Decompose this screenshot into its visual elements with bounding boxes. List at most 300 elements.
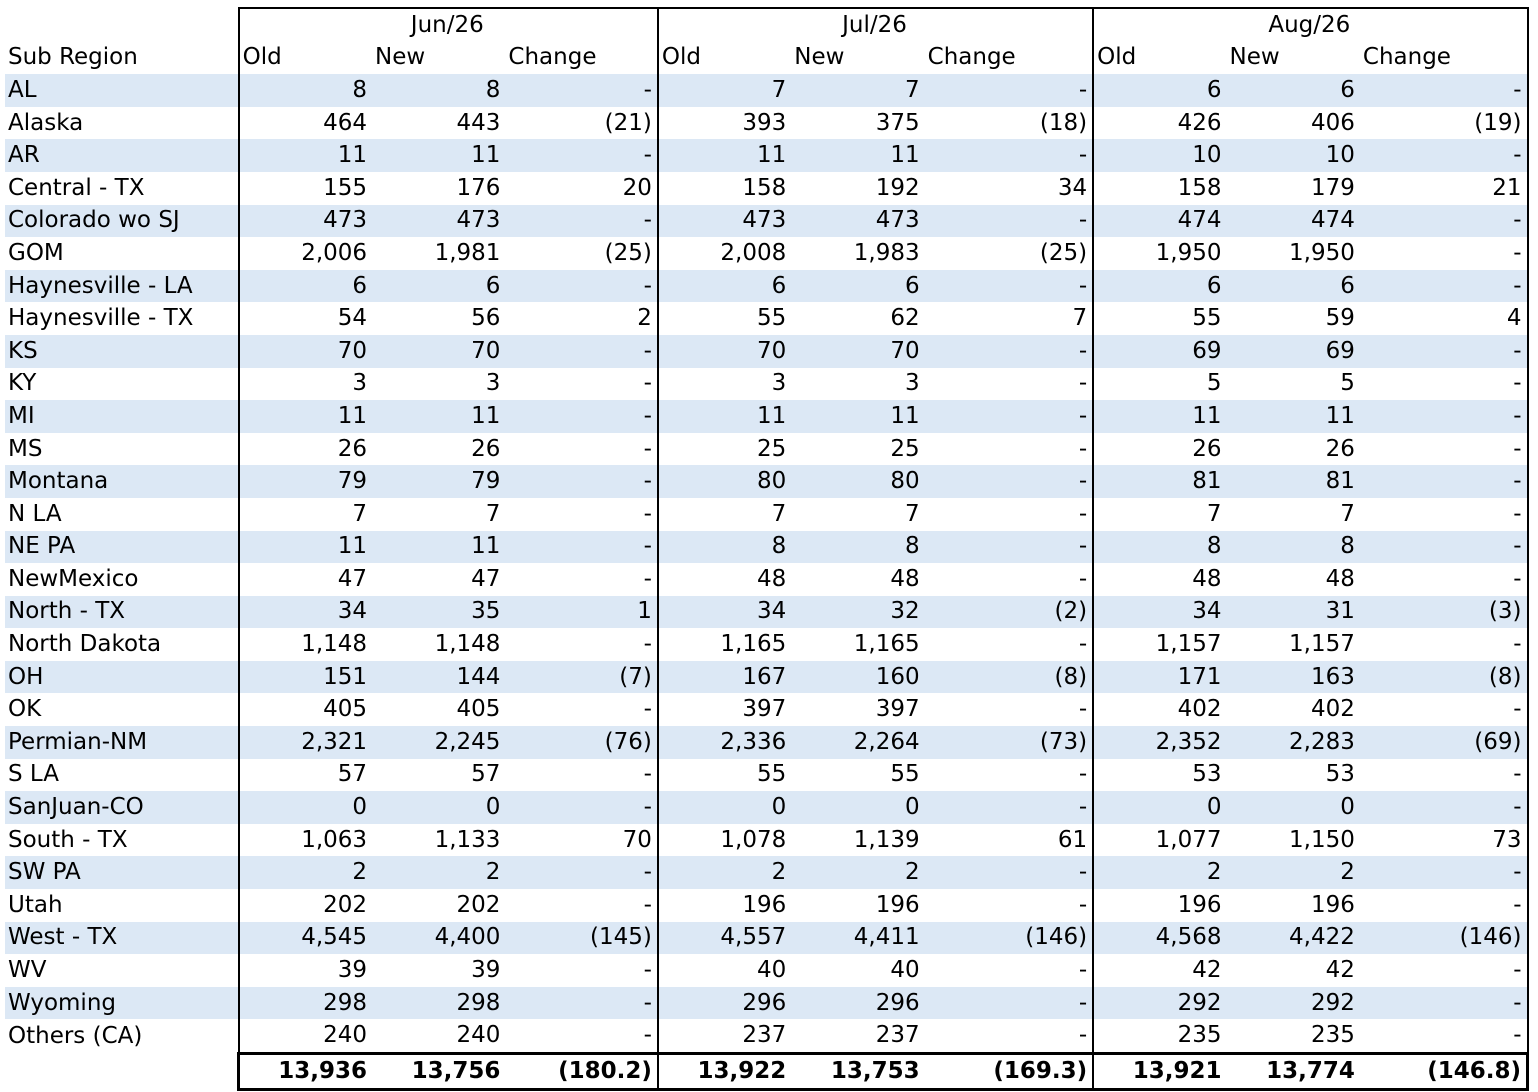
value-cell-new[interactable]: 3 xyxy=(905,370,920,397)
value-cell-change[interactable]: (8) xyxy=(1360,661,1528,694)
value-cell-new[interactable]: 1,148 xyxy=(434,631,501,658)
value-cell-change[interactable]: - xyxy=(925,465,1094,498)
value-cell-new[interactable]: 32 xyxy=(791,596,924,629)
value-cell-old[interactable]: 47 xyxy=(239,563,372,596)
value-cell-change[interactable]: - xyxy=(1078,370,1088,397)
value-cell-change[interactable]: (69) xyxy=(1360,726,1528,759)
value-cell-change[interactable]: 7 xyxy=(1072,305,1088,332)
value-cell-old[interactable]: 292 xyxy=(1093,987,1226,1020)
value-cell-change[interactable]: - xyxy=(1360,270,1528,303)
value-cell-change[interactable]: (2) xyxy=(925,596,1094,629)
value-cell-change[interactable]: - xyxy=(1078,1022,1088,1049)
value-cell-old[interactable]: 1,077 xyxy=(1093,824,1226,857)
value-cell-new[interactable]: 7 xyxy=(1340,500,1355,527)
value-cell-old[interactable]: 4,545 xyxy=(239,922,372,955)
value-cell-change[interactable]: - xyxy=(1360,433,1528,466)
value-cell-change[interactable]: (25) xyxy=(604,239,652,266)
value-cell-new[interactable]: 8 xyxy=(1227,531,1360,564)
value-cell-old[interactable]: 11 xyxy=(1093,400,1226,433)
value-cell-new[interactable]: 192 xyxy=(875,174,920,201)
value-cell-new[interactable]: 3 xyxy=(485,370,501,397)
value-cell-old[interactable]: 79 xyxy=(239,465,372,498)
value-cell-new[interactable]: 11 xyxy=(791,400,924,433)
value-cell-new[interactable]: 1,950 xyxy=(1289,239,1355,266)
value-cell-old[interactable]: 1,165 xyxy=(658,628,791,661)
value-cell-change[interactable]: - xyxy=(643,696,652,723)
value-cell-old[interactable]: 34 xyxy=(658,596,791,629)
value-cell-old[interactable]: 54 xyxy=(239,302,372,335)
value-cell-new[interactable]: 26 xyxy=(1325,435,1355,462)
month-header[interactable]: Aug/26 xyxy=(1093,8,1527,42)
region-cell[interactable]: KY xyxy=(8,370,37,397)
value-cell-old[interactable]: 397 xyxy=(658,693,791,726)
value-cell-change[interactable]: (8) xyxy=(925,661,1094,694)
value-cell-new[interactable]: 70 xyxy=(372,335,505,368)
value-cell-old[interactable]: 296 xyxy=(658,987,791,1020)
value-cell-new[interactable]: 10 xyxy=(1227,139,1360,172)
value-cell-new[interactable]: 2,264 xyxy=(791,726,924,759)
value-cell-change[interactable]: (21) xyxy=(604,109,652,136)
value-cell-new[interactable]: 11 xyxy=(372,400,505,433)
column-header-old[interactable]: Old xyxy=(1093,42,1226,75)
value-cell-new[interactable]: 196 xyxy=(1310,891,1355,918)
value-cell-new[interactable]: 62 xyxy=(890,305,920,332)
value-cell-old[interactable]: 42 xyxy=(1093,954,1226,987)
value-cell-new[interactable]: 296 xyxy=(791,987,924,1020)
value-cell-change[interactable]: (3) xyxy=(1360,596,1528,629)
value-cell-new[interactable]: 473 xyxy=(791,205,924,238)
value-cell-old[interactable]: 158 xyxy=(658,172,791,205)
value-cell-new[interactable]: 235 xyxy=(1310,1022,1355,1049)
value-cell-new[interactable]: 8 xyxy=(791,531,924,564)
value-cell-change[interactable]: - xyxy=(505,400,657,433)
value-cell-change[interactable]: - xyxy=(1360,498,1528,531)
value-cell-change[interactable]: - xyxy=(505,139,657,172)
region-cell[interactable]: South - TX xyxy=(8,826,128,853)
region-cell[interactable]: North - TX xyxy=(5,596,239,629)
value-cell-old[interactable]: 6 xyxy=(658,270,791,303)
value-cell-change[interactable]: - xyxy=(1360,628,1528,661)
value-cell-new[interactable]: 1,157 xyxy=(1289,631,1355,658)
month-header[interactable]: Jun/26 xyxy=(239,8,658,42)
value-cell-old[interactable]: 171 xyxy=(1093,661,1226,694)
value-cell-change[interactable]: - xyxy=(1078,631,1088,658)
value-cell-old[interactable]: 10 xyxy=(1093,139,1226,172)
month-header[interactable]: Jul/26 xyxy=(658,8,1093,42)
value-cell-old[interactable]: 80 xyxy=(658,465,791,498)
value-cell-new[interactable]: 6 xyxy=(791,270,924,303)
value-cell-old[interactable]: 11 xyxy=(239,531,372,564)
value-cell-new[interactable]: 5 xyxy=(1340,370,1355,397)
value-cell-old[interactable]: 405 xyxy=(239,693,372,726)
value-cell-new[interactable]: 2 xyxy=(372,856,505,889)
value-cell-change[interactable]: - xyxy=(1078,957,1088,984)
value-cell-old[interactable]: 70 xyxy=(658,335,791,368)
value-cell-change[interactable]: - xyxy=(505,465,657,498)
value-cell-change[interactable]: - xyxy=(505,335,657,368)
value-cell-new[interactable]: 6 xyxy=(1227,270,1360,303)
value-cell-new[interactable]: 47 xyxy=(471,565,501,592)
value-cell-new[interactable]: 202 xyxy=(456,891,501,918)
value-cell-change[interactable]: 34 xyxy=(1057,174,1088,201)
value-cell-change[interactable]: (146) xyxy=(925,922,1094,955)
value-cell-change[interactable]: - xyxy=(925,400,1094,433)
region-cell[interactable]: NewMexico xyxy=(8,565,139,592)
region-cell[interactable]: Wyoming xyxy=(5,987,239,1020)
value-cell-old[interactable]: 6 xyxy=(1093,74,1226,107)
value-cell-new[interactable]: 7 xyxy=(905,500,920,527)
value-cell-old[interactable]: 8 xyxy=(239,74,372,107)
value-cell-new[interactable]: 6 xyxy=(372,270,505,303)
value-cell-old[interactable]: 235 xyxy=(1093,1019,1226,1053)
region-cell[interactable]: Colorado wo SJ xyxy=(5,205,239,238)
value-cell-old[interactable]: 4,557 xyxy=(658,922,791,955)
value-cell-old[interactable]: 3 xyxy=(658,368,791,401)
region-cell[interactable]: Others (CA) xyxy=(8,1022,143,1049)
value-cell-old[interactable]: 34 xyxy=(239,596,372,629)
region-cell[interactable]: SanJuan-CO xyxy=(5,791,239,824)
sub-region-header[interactable]: Sub Region xyxy=(8,44,138,71)
value-cell-new[interactable]: 48 xyxy=(890,565,920,592)
value-cell-new[interactable]: 2,283 xyxy=(1227,726,1360,759)
value-cell-change[interactable]: 70 xyxy=(622,826,652,853)
column-header-new[interactable]: New xyxy=(375,44,426,71)
value-cell-new[interactable]: 144 xyxy=(372,661,505,694)
value-cell-new[interactable]: 292 xyxy=(1227,987,1360,1020)
region-cell[interactable]: Central - TX xyxy=(8,174,145,201)
value-cell-change[interactable]: - xyxy=(1360,693,1528,726)
value-cell-new[interactable]: 25 xyxy=(890,435,920,462)
value-cell-change[interactable]: - xyxy=(1360,563,1528,596)
value-cell-old[interactable]: 393 xyxy=(658,107,791,140)
value-cell-old[interactable]: 11 xyxy=(658,400,791,433)
column-header-change[interactable]: Change xyxy=(1360,42,1528,75)
value-cell-change[interactable]: - xyxy=(1360,74,1528,107)
total-cell-change[interactable]: (180.2) xyxy=(505,1054,657,1090)
value-cell-old[interactable]: 158 xyxy=(1093,172,1226,205)
value-cell-change[interactable]: - xyxy=(1360,205,1528,238)
value-cell-old[interactable]: 237 xyxy=(658,1019,791,1053)
value-cell-change[interactable]: - xyxy=(1078,891,1088,918)
value-cell-old[interactable]: 2 xyxy=(1093,856,1226,889)
value-cell-change[interactable]: 20 xyxy=(622,174,652,201)
value-cell-new[interactable]: 405 xyxy=(456,696,501,723)
column-header-change[interactable]: Change xyxy=(927,44,1016,71)
value-cell-new[interactable]: 237 xyxy=(875,1022,920,1049)
region-cell[interactable]: SW PA xyxy=(5,856,239,889)
value-cell-old[interactable]: 2 xyxy=(239,856,372,889)
value-cell-change[interactable]: - xyxy=(505,856,657,889)
value-cell-old[interactable]: 151 xyxy=(239,661,372,694)
value-cell-change[interactable]: - xyxy=(505,74,657,107)
value-cell-change[interactable]: - xyxy=(1078,761,1088,788)
column-header-change[interactable]: Change xyxy=(508,44,597,71)
value-cell-new[interactable]: 2 xyxy=(1227,856,1360,889)
value-cell-old[interactable]: 240 xyxy=(239,1019,372,1053)
value-cell-change[interactable]: (73) xyxy=(925,726,1094,759)
region-cell[interactable]: NE PA xyxy=(5,531,239,564)
value-cell-old[interactable]: 70 xyxy=(239,335,372,368)
value-cell-old[interactable]: 473 xyxy=(239,205,372,238)
value-cell-change[interactable]: - xyxy=(1078,435,1088,462)
value-cell-old[interactable]: 34 xyxy=(1093,596,1226,629)
value-cell-change[interactable]: - xyxy=(1360,889,1528,922)
value-cell-new[interactable]: 55 xyxy=(890,761,920,788)
value-cell-old[interactable]: 11 xyxy=(239,400,372,433)
region-cell[interactable]: N LA xyxy=(8,500,62,527)
value-cell-change[interactable]: (25) xyxy=(1039,239,1088,266)
value-cell-old[interactable]: 167 xyxy=(658,661,791,694)
value-cell-change[interactable]: - xyxy=(1360,759,1528,792)
value-cell-new[interactable]: 4,400 xyxy=(372,922,505,955)
value-cell-new[interactable]: 163 xyxy=(1227,661,1360,694)
value-cell-old[interactable]: 3 xyxy=(239,368,372,401)
value-cell-change[interactable]: (76) xyxy=(505,726,657,759)
value-cell-old[interactable]: 1,148 xyxy=(239,628,372,661)
value-cell-change[interactable]: - xyxy=(1360,987,1528,1020)
value-cell-new[interactable]: 443 xyxy=(456,109,501,136)
value-cell-old[interactable]: 0 xyxy=(239,791,372,824)
value-cell-new[interactable]: 176 xyxy=(456,174,501,201)
value-cell-new[interactable]: 11 xyxy=(791,139,924,172)
value-cell-change[interactable]: - xyxy=(925,791,1094,824)
value-cell-old[interactable]: 55 xyxy=(658,302,791,335)
value-cell-new[interactable]: 6 xyxy=(1227,74,1360,107)
value-cell-new[interactable]: 42 xyxy=(1325,957,1355,984)
value-cell-new[interactable]: 11 xyxy=(372,139,505,172)
total-cell-new[interactable]: 13,774 xyxy=(1227,1054,1360,1090)
value-cell-change[interactable]: - xyxy=(1360,139,1528,172)
region-cell[interactable]: Haynesville - LA xyxy=(5,270,239,303)
region-cell[interactable]: Montana xyxy=(5,465,239,498)
value-cell-new[interactable]: 53 xyxy=(1325,761,1355,788)
value-cell-old[interactable]: 7 xyxy=(1093,498,1226,531)
value-cell-old[interactable]: 2,006 xyxy=(239,237,372,270)
value-cell-new[interactable]: 8 xyxy=(372,74,505,107)
value-cell-change[interactable]: 61 xyxy=(1057,826,1088,853)
value-cell-change[interactable]: (146) xyxy=(1360,922,1528,955)
region-cell[interactable]: GOM xyxy=(8,239,64,266)
value-cell-change[interactable]: - xyxy=(505,270,657,303)
value-cell-new[interactable]: 2,245 xyxy=(372,726,505,759)
region-cell[interactable]: North Dakota xyxy=(8,631,162,658)
value-cell-new[interactable]: 0 xyxy=(791,791,924,824)
value-cell-new[interactable]: 31 xyxy=(1227,596,1360,629)
value-cell-new[interactable]: 80 xyxy=(791,465,924,498)
value-cell-old[interactable]: 11 xyxy=(239,139,372,172)
value-cell-change[interactable]: - xyxy=(1360,1019,1528,1053)
value-cell-change[interactable]: - xyxy=(1360,465,1528,498)
value-cell-old[interactable]: 1,063 xyxy=(239,824,372,857)
value-cell-change[interactable]: - xyxy=(925,270,1094,303)
value-cell-new[interactable]: 1,150 xyxy=(1289,826,1355,853)
value-cell-change[interactable]: - xyxy=(1360,400,1528,433)
value-cell-old[interactable]: 39 xyxy=(239,954,372,987)
value-cell-old[interactable]: 26 xyxy=(239,433,372,466)
value-cell-old[interactable]: 25 xyxy=(658,433,791,466)
value-cell-change[interactable]: - xyxy=(1360,368,1528,401)
value-cell-old[interactable]: 55 xyxy=(1093,302,1226,335)
value-cell-change[interactable]: - xyxy=(925,205,1094,238)
value-cell-new[interactable]: 1,133 xyxy=(434,826,501,853)
value-cell-old[interactable]: 426 xyxy=(1093,107,1226,140)
value-cell-change[interactable]: - xyxy=(505,531,657,564)
value-cell-change[interactable]: - xyxy=(643,1022,652,1049)
region-cell[interactable]: OK xyxy=(8,696,42,723)
value-cell-old[interactable]: 6 xyxy=(1093,270,1226,303)
value-cell-new[interactable]: 1,983 xyxy=(853,239,920,266)
value-cell-new[interactable]: 375 xyxy=(875,109,920,136)
value-cell-old[interactable]: 11 xyxy=(658,139,791,172)
value-cell-new[interactable]: 11 xyxy=(1227,400,1360,433)
value-cell-change[interactable]: 4 xyxy=(1360,302,1528,335)
value-cell-new[interactable]: 0 xyxy=(372,791,505,824)
value-cell-old[interactable]: 1,950 xyxy=(1093,237,1226,270)
value-cell-change[interactable]: - xyxy=(1078,500,1088,527)
value-cell-old[interactable]: 8 xyxy=(658,531,791,564)
total-cell-new[interactable]: 13,753 xyxy=(791,1054,924,1090)
value-cell-new[interactable]: 39 xyxy=(471,957,501,984)
value-cell-new[interactable]: 11 xyxy=(372,531,505,564)
value-cell-change[interactable]: (19) xyxy=(1360,107,1528,140)
value-cell-new[interactable]: 179 xyxy=(1310,174,1355,201)
value-cell-old[interactable]: 2 xyxy=(658,856,791,889)
total-cell-change[interactable]: (146.8) xyxy=(1360,1054,1528,1090)
total-cell-old[interactable]: 13,921 xyxy=(1093,1054,1226,1090)
value-cell-new[interactable]: 7 xyxy=(485,500,501,527)
region-cell[interactable]: KS xyxy=(5,335,239,368)
value-cell-change[interactable]: - xyxy=(643,761,652,788)
value-cell-old[interactable]: 0 xyxy=(1093,791,1226,824)
region-cell[interactable]: Utah xyxy=(8,891,63,918)
value-cell-new[interactable]: 40 xyxy=(890,957,920,984)
value-cell-new[interactable]: 56 xyxy=(471,305,501,332)
value-cell-new[interactable]: 0 xyxy=(1227,791,1360,824)
value-cell-old[interactable]: 69 xyxy=(1093,335,1226,368)
value-cell-new[interactable]: 240 xyxy=(456,1022,501,1049)
value-cell-old[interactable]: 298 xyxy=(239,987,372,1020)
value-cell-old[interactable]: 2,321 xyxy=(239,726,372,759)
value-cell-change[interactable]: - xyxy=(1078,696,1088,723)
value-cell-new[interactable]: 397 xyxy=(875,696,920,723)
value-cell-new[interactable]: 474 xyxy=(1227,205,1360,238)
region-cell[interactable]: OH xyxy=(5,661,239,694)
column-header-new[interactable]: New xyxy=(794,44,845,71)
value-cell-new[interactable]: 79 xyxy=(372,465,505,498)
value-cell-change[interactable]: - xyxy=(925,74,1094,107)
value-cell-new[interactable]: 70 xyxy=(791,335,924,368)
value-cell-old[interactable]: 7 xyxy=(658,74,791,107)
total-cell-change[interactable]: (169.3) xyxy=(925,1054,1094,1090)
value-cell-old[interactable]: 473 xyxy=(658,205,791,238)
value-cell-new[interactable]: 406 xyxy=(1310,109,1355,136)
column-header-old[interactable]: Old xyxy=(239,42,372,75)
value-cell-change[interactable]: - xyxy=(643,957,652,984)
value-cell-new[interactable]: 1,981 xyxy=(434,239,501,266)
value-cell-change[interactable]: - xyxy=(643,370,652,397)
value-cell-change[interactable]: - xyxy=(643,631,652,658)
total-cell-old[interactable]: 13,922 xyxy=(658,1054,791,1090)
value-cell-new[interactable]: 1,165 xyxy=(853,631,920,658)
value-cell-old[interactable]: 2,352 xyxy=(1093,726,1226,759)
value-cell-old[interactable]: 8 xyxy=(1093,531,1226,564)
value-cell-change[interactable]: - xyxy=(505,791,657,824)
region-cell[interactable]: MI xyxy=(5,400,239,433)
region-cell[interactable]: S LA xyxy=(8,761,59,788)
value-cell-change[interactable]: - xyxy=(925,335,1094,368)
value-cell-new[interactable]: 57 xyxy=(471,761,501,788)
value-cell-change[interactable]: - xyxy=(505,987,657,1020)
value-cell-new[interactable]: 7 xyxy=(791,74,924,107)
value-cell-new[interactable]: 4,422 xyxy=(1227,922,1360,955)
column-header-new[interactable]: New xyxy=(1229,44,1280,71)
value-cell-old[interactable]: 155 xyxy=(239,172,372,205)
value-cell-old[interactable]: 40 xyxy=(658,954,791,987)
value-cell-new[interactable]: 196 xyxy=(875,891,920,918)
value-cell-old[interactable]: 2,336 xyxy=(658,726,791,759)
value-cell-change[interactable]: - xyxy=(643,891,652,918)
value-cell-new[interactable]: 298 xyxy=(372,987,505,1020)
value-cell-change[interactable]: - xyxy=(925,987,1094,1020)
value-cell-change[interactable]: - xyxy=(925,856,1094,889)
total-cell-new[interactable]: 13,756 xyxy=(372,1054,505,1090)
value-cell-new[interactable]: 69 xyxy=(1227,335,1360,368)
region-cell[interactable]: West - TX xyxy=(5,922,239,955)
value-cell-new[interactable]: 402 xyxy=(1310,696,1355,723)
value-cell-old[interactable]: 202 xyxy=(239,889,372,922)
value-cell-old[interactable]: 196 xyxy=(1093,889,1226,922)
value-cell-change[interactable]: - xyxy=(643,500,652,527)
column-header-old[interactable]: Old xyxy=(658,42,791,75)
value-cell-change[interactable]: 73 xyxy=(1360,824,1528,857)
value-cell-old[interactable]: 48 xyxy=(658,563,791,596)
value-cell-old[interactable]: 196 xyxy=(658,889,791,922)
value-cell-new[interactable]: 59 xyxy=(1325,305,1355,332)
value-cell-old[interactable]: 402 xyxy=(1093,693,1226,726)
value-cell-new[interactable]: 2 xyxy=(791,856,924,889)
value-cell-new[interactable]: 35 xyxy=(372,596,505,629)
value-cell-old[interactable]: 464 xyxy=(239,107,372,140)
value-cell-change[interactable]: - xyxy=(1360,791,1528,824)
value-cell-old[interactable]: 26 xyxy=(1093,433,1226,466)
value-cell-change[interactable]: - xyxy=(643,435,652,462)
value-cell-old[interactable]: 81 xyxy=(1093,465,1226,498)
value-cell-change[interactable]: - xyxy=(1360,531,1528,564)
value-cell-new[interactable]: 1,139 xyxy=(853,826,920,853)
value-cell-change[interactable]: - xyxy=(925,139,1094,172)
value-cell-old[interactable]: 1,078 xyxy=(658,824,791,857)
value-cell-old[interactable]: 2,008 xyxy=(658,237,791,270)
value-cell-change[interactable]: 1 xyxy=(505,596,657,629)
value-cell-change[interactable]: - xyxy=(1360,954,1528,987)
value-cell-change[interactable]: - xyxy=(1360,856,1528,889)
value-cell-old[interactable]: 6 xyxy=(239,270,372,303)
value-cell-change[interactable]: 2 xyxy=(637,305,652,332)
value-cell-change[interactable]: 21 xyxy=(1360,172,1528,205)
value-cell-new[interactable]: 81 xyxy=(1227,465,1360,498)
value-cell-old[interactable]: 0 xyxy=(658,791,791,824)
region-cell[interactable]: MS xyxy=(8,435,43,462)
value-cell-new[interactable]: 26 xyxy=(471,435,501,462)
value-cell-old[interactable]: 53 xyxy=(1093,759,1226,792)
value-cell-change[interactable]: - xyxy=(643,565,652,592)
value-cell-new[interactable]: 473 xyxy=(372,205,505,238)
region-cell[interactable]: WV xyxy=(8,957,47,984)
value-cell-new[interactable]: 4,411 xyxy=(791,922,924,955)
value-cell-change[interactable]: - xyxy=(925,531,1094,564)
value-cell-old[interactable]: 4,568 xyxy=(1093,922,1226,955)
value-cell-change[interactable]: - xyxy=(1360,237,1528,270)
